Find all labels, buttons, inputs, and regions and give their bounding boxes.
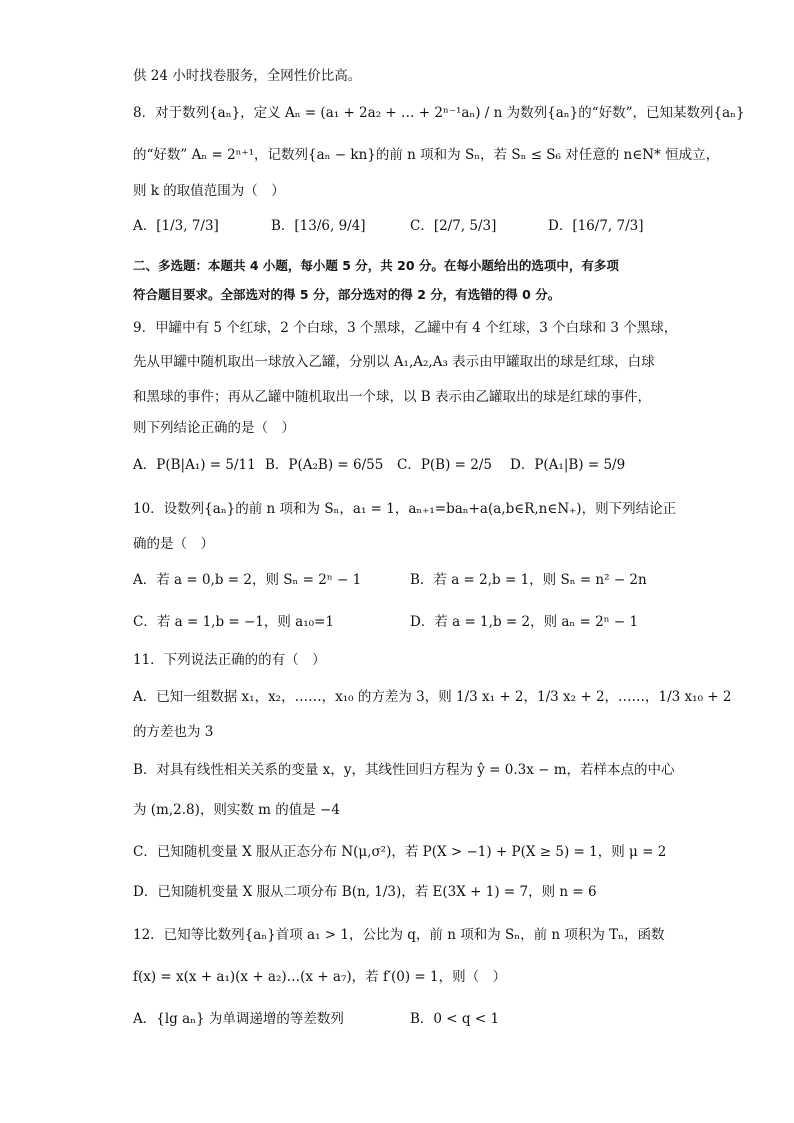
q8-option-d: D．[16/7, 7/3]: [548, 218, 644, 234]
q8-option-c: C．[2/7, 5/3]: [410, 218, 497, 234]
q9-line2: 先从甲罐中随机取出一球放入乙罐，分别以 A₁,A₂,A₃ 表示由甲罐取出的球是红球，白球: [133, 354, 655, 370]
header-line: 供 24 小时找卷服务，全网性价比高。: [133, 68, 362, 84]
q12-line1: 12．已知等比数列{aₙ}首项 a₁ > 1，公比为 q，前 n 项和为 Sₙ，前 n 项积为 Tₙ，函数: [133, 927, 665, 943]
q12-line2: f(x) = x(x + a₁)(x + a₂)…(x + a₇)，若 f′(0) = 1，则（ ）: [133, 969, 507, 985]
q12-option-a: A．{lg aₙ} 为单调递增的等差数列: [133, 1011, 344, 1027]
q11-option-c: C．已知随机变量 X 服从正态分布 N(μ,σ²)，若 P(X > −1) + P(X ≥ 5) = 1，则 μ = 2: [133, 844, 667, 860]
q9-line3: 和黑球的事件；再从乙罐中随机取出一个球，以 B 表示由乙罐取出的球是红球的事件，: [133, 389, 652, 405]
q11-option-a-line1: A．已知一组数据 x₁，x₂，……，x₁₀ 的方差为 3，则 1/3 x₁ + 2，1/3 x₂ + 2，……，1/3 x₁₀ + 2: [133, 689, 732, 705]
q11-line1: 11．下列说法正确的的有（ ）: [133, 652, 326, 668]
q9-option-a: A．P(B|A₁) = 5/11: [133, 457, 256, 473]
q10-line1: 10．设数列{aₙ}的前 n 项和为 Sₙ，a₁ = 1，aₙ₊₁=baₙ+a(a,b∈R,n∈N₊)，则下列结论正: [133, 501, 677, 517]
q10-option-c: C．若 a = 1,b = −1，则 a₁₀=1: [133, 614, 334, 630]
q11-option-a-line2: 的方差也为 3: [133, 724, 214, 740]
q10-option-a: A．若 a = 0,b = 2，则 Sₙ = 2ⁿ − 1: [133, 572, 362, 588]
section2-line2: 符合题目要求。全部选对的得 5 分，部分选对的得 2 分，有选错的得 0 分。: [133, 287, 561, 302]
q10-line2: 确的是（ ）: [133, 536, 214, 552]
q9-option-c: C．P(B) = 2/5: [397, 457, 492, 473]
q8-line2: 的“好数” Aₙ = 2ⁿ⁺¹，记数列{aₙ − kn}的前 n 项和为 Sₙ，若 Sₙ ≤ S₆ 对任意的 n∈N* 恒成立，: [133, 147, 720, 163]
q11-option-d: D．已知随机变量 X 服从二项分布 B(n, 1/3)，若 E(3X + 1) = 7，则 n = 6: [133, 884, 597, 900]
q11-option-b-line1: B．对具有线性相关关系的变量 x，y，其线性回归方程为 ŷ = 0.3x − m，若样本点的中心: [133, 762, 675, 778]
q9-line1: 9．甲罐中有 5 个红球，2 个白球，3 个黑球，乙罐中有 4 个红球，3 个白球和 3 个黑球，: [133, 320, 678, 336]
q8-option-b: B．[13/6, 9/4]: [271, 218, 366, 234]
q12-option-b: B．0 < q < 1: [410, 1011, 500, 1027]
q10-option-d: D．若 a = 1,b = 2，则 aₙ = 2ⁿ − 1: [410, 614, 639, 630]
q9-option-d: D．P(A₁|B) = 5/9: [510, 457, 626, 473]
q11-option-b-line2: 为 (m,2.8)，则实数 m 的值是 −4: [133, 802, 340, 818]
q8-line1: 8．对于数列{aₙ}，定义 Aₙ = (a₁ + 2a₂ + … + 2ⁿ⁻¹aₙ) / n 为数列{aₙ}的“好数”，已知某数列{aₙ}: [133, 105, 745, 121]
q9-line4: 则下列结论正确的是（ ）: [133, 420, 295, 436]
q10-option-b: B．若 a = 2,b = 1，则 Sₙ = n² − 2n: [410, 572, 647, 588]
q8-line3: 则 k 的取值范围为（ ）: [133, 183, 285, 199]
q9-option-b: B．P(A₂B) = 6/55: [265, 457, 384, 473]
section2-line1: 二、多选题：本题共 4 小题，每小题 5 分，共 20 分。在每小题给出的选项中，有多项: [133, 258, 619, 273]
q8-option-a: A．[1/3, 7/3]: [133, 218, 219, 234]
